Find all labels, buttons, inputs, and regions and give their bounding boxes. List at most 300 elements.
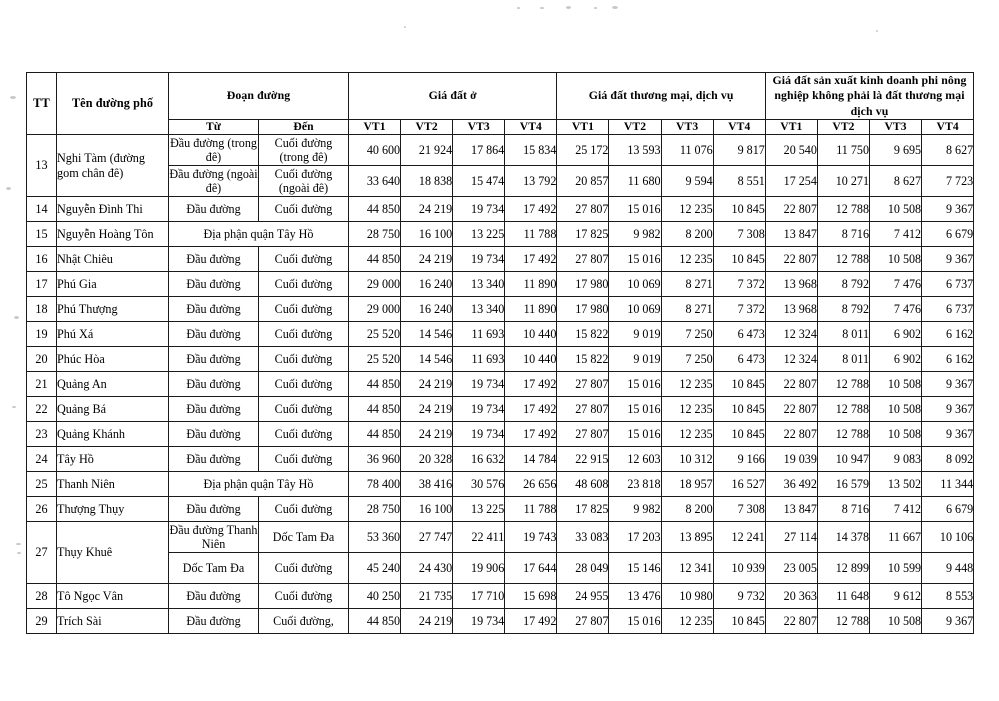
table-row [27, 447, 974, 472]
cell-segment-to: Cuối đường [259, 322, 349, 347]
header-production-vt2: VT2 [817, 119, 869, 134]
cell-commercial-vt4: 10 845 [713, 197, 765, 222]
cell-commercial-vt3: 10 312 [661, 447, 713, 472]
scan-artifact [594, 7, 597, 9]
table-row [27, 197, 974, 222]
cell-commercial-vt2: 9 982 [609, 222, 661, 247]
cell-commercial-vt2: 15 016 [609, 422, 661, 447]
header-row-subcolumns [27, 119, 974, 134]
cell-residential-vt1: 25 520 [349, 322, 401, 347]
cell-production-vt1: 22 807 [765, 422, 817, 447]
cell-segment-to: Cuối đường [259, 584, 349, 609]
cell-residential-vt2: 27 747 [401, 522, 453, 553]
cell-commercial-vt1: 15 822 [557, 322, 609, 347]
cell-residential-vt2: 14 546 [401, 322, 453, 347]
cell-street-name: Thượng Thụy [57, 497, 169, 522]
cell-segment-to: Cuối đường (ngoài đê) [259, 166, 349, 197]
cell-residential-vt4: 15 834 [505, 135, 557, 166]
cell-production-vt4: 8 092 [922, 447, 974, 472]
cell-segment-from: Đầu đường (trong đê) [170, 135, 257, 165]
table-body [27, 135, 974, 634]
cell-segment-to: Dốc Tam Đa [259, 522, 349, 553]
cell-commercial-vt4: 7 308 [713, 222, 765, 247]
cell-commercial-vt3: 8 200 [661, 222, 713, 247]
header-street-name: Tên đường phố [57, 73, 169, 135]
cell-segment-from: Đầu đường [169, 397, 259, 422]
cell-production-vt3: 11 667 [870, 522, 922, 553]
cell-residential-vt3: 13 340 [453, 297, 505, 322]
cell-residential-vt1: 44 850 [349, 372, 401, 397]
cell-tt: 27 [27, 522, 57, 584]
cell-street-name: Phúc Hòa [57, 347, 169, 372]
cell-tt: 15 [27, 222, 57, 247]
cell-production-vt1: 22 807 [765, 197, 817, 222]
cell-residential-vt3: 17 864 [453, 135, 505, 166]
cell-commercial-vt3: 8 271 [661, 297, 713, 322]
cell-production-vt3: 10 599 [870, 553, 922, 584]
cell-commercial-vt2: 13 476 [609, 584, 661, 609]
cell-residential-vt2: 18 838 [401, 166, 453, 197]
cell-production-vt1: 19 039 [765, 447, 817, 472]
scan-artifact [6, 187, 11, 190]
header-tt: TT [27, 73, 57, 135]
cell-commercial-vt3: 12 341 [661, 553, 713, 584]
cell-segment-from: Đầu đường Thanh Niên [169, 522, 258, 552]
cell-commercial-vt4: 10 845 [713, 247, 765, 272]
cell-residential-vt2: 16 100 [401, 497, 453, 522]
cell-commercial-vt2: 23 818 [609, 472, 661, 497]
cell-segment-to: Cuối đường [259, 347, 349, 372]
cell-segment-to: Cuối đường [259, 397, 349, 422]
cell-residential-vt1: 53 360 [349, 522, 401, 553]
cell-commercial-vt3: 12 235 [661, 397, 713, 422]
cell-residential-vt3: 19 734 [453, 422, 505, 447]
cell-commercial-vt4: 16 527 [713, 472, 765, 497]
cell-residential-vt1: 28 750 [349, 222, 401, 247]
cell-production-vt4: 9 367 [922, 397, 974, 422]
cell-residential-vt3: 19 734 [453, 609, 505, 634]
scan-artifact [16, 543, 21, 545]
cell-tt: 18 [27, 297, 57, 322]
cell-segment-from: Đầu đường [169, 247, 259, 272]
cell-commercial-vt4: 10 939 [713, 553, 765, 584]
cell-residential-vt2: 20 328 [401, 447, 453, 472]
cell-production-vt3: 10 508 [870, 197, 922, 222]
cell-production-vt3: 7 412 [870, 222, 922, 247]
cell-segment-to: Cuối đường [259, 297, 349, 322]
table-row [27, 584, 974, 609]
cell-production-vt1: 13 968 [765, 297, 817, 322]
cell-residential-vt1: 78 400 [349, 472, 401, 497]
cell-production-vt2: 10 947 [817, 447, 869, 472]
table-row [27, 472, 974, 497]
header-production-vt1: VT1 [765, 119, 817, 134]
cell-residential-vt2: 21 735 [401, 584, 453, 609]
cell-residential-vt4: 17 492 [505, 609, 557, 634]
cell-production-vt1: 36 492 [765, 472, 817, 497]
header-commercial-vt2: VT2 [609, 119, 661, 134]
cell-commercial-vt3: 12 235 [661, 247, 713, 272]
cell-production-vt1: 22 807 [765, 397, 817, 422]
cell-residential-vt1: 25 520 [349, 347, 401, 372]
cell-street-name: Tô Ngọc Vân [57, 584, 169, 609]
cell-commercial-vt3: 12 235 [661, 197, 713, 222]
cell-segment-from: Đầu đường [169, 497, 259, 522]
cell-tt: 16 [27, 247, 57, 272]
header-row-groups [27, 73, 974, 120]
table-row [27, 522, 974, 553]
cell-residential-vt4: 14 784 [505, 447, 557, 472]
cell-commercial-vt1: 22 915 [557, 447, 609, 472]
cell-production-vt4: 6 162 [922, 347, 974, 372]
cell-residential-vt1: 40 250 [349, 584, 401, 609]
cell-production-vt4: 10 106 [922, 522, 974, 553]
header-production-vt3: VT3 [870, 119, 922, 134]
cell-residential-vt3: 17 710 [453, 584, 505, 609]
cell-street-name: Nghi Tàm (đường gom chân đê) [57, 135, 169, 197]
cell-tt: 19 [27, 322, 57, 347]
header-production-vt4: VT4 [922, 119, 974, 134]
cell-residential-vt1: 40 600 [349, 135, 401, 166]
cell-segment-to: Cuối đường [259, 497, 349, 522]
header-residential-vt2: VT2 [401, 119, 453, 134]
cell-production-vt4: 6 737 [922, 297, 974, 322]
cell-commercial-vt1: 25 172 [557, 135, 609, 166]
cell-residential-vt2: 24 219 [401, 247, 453, 272]
table-row [27, 397, 974, 422]
cell-production-vt1: 27 114 [765, 522, 817, 553]
cell-residential-vt2: 24 430 [401, 553, 453, 584]
cell-tt: 20 [27, 347, 57, 372]
cell-residential-vt3: 19 734 [453, 372, 505, 397]
table-row [27, 297, 974, 322]
cell-residential-vt3: 13 225 [453, 222, 505, 247]
cell-tt: 24 [27, 447, 57, 472]
cell-commercial-vt2: 13 593 [609, 135, 661, 166]
header-residential-vt3: VT3 [453, 119, 505, 134]
cell-commercial-vt2: 11 680 [609, 166, 661, 197]
header-commercial-vt3: VT3 [661, 119, 713, 134]
cell-production-vt1: 22 807 [765, 247, 817, 272]
cell-commercial-vt4: 9 732 [713, 584, 765, 609]
cell-segment-from: Đầu đường (ngoài đê) [169, 166, 258, 196]
cell-residential-vt4: 17 492 [505, 397, 557, 422]
cell-production-vt4: 9 367 [922, 247, 974, 272]
table-row [27, 135, 974, 166]
cell-commercial-vt4: 12 241 [713, 522, 765, 553]
table-row [27, 222, 974, 247]
cell-street-name: Phú Xá [57, 322, 169, 347]
cell-segment-from: Đầu đường [169, 347, 259, 372]
cell-commercial-vt3: 12 235 [661, 422, 713, 447]
table-row [27, 609, 974, 634]
cell-residential-vt1: 28 750 [349, 497, 401, 522]
cell-residential-vt3: 30 576 [453, 472, 505, 497]
cell-commercial-vt3: 7 250 [661, 347, 713, 372]
cell-production-vt2: 12 788 [817, 422, 869, 447]
cell-segment-from: Đầu đường [169, 422, 259, 447]
table-row [27, 322, 974, 347]
scan-artifact [876, 30, 878, 32]
header-group-residential: Giá đất ở [349, 73, 557, 120]
cell-production-vt4: 9 367 [922, 372, 974, 397]
cell-production-vt1: 13 968 [765, 272, 817, 297]
cell-residential-vt3: 22 411 [453, 522, 505, 553]
cell-commercial-vt4: 6 473 [713, 322, 765, 347]
cell-production-vt3: 10 508 [870, 247, 922, 272]
cell-segment-from: Dốc Tam Đa [169, 553, 259, 584]
cell-tt: 26 [27, 497, 57, 522]
cell-residential-vt2: 38 416 [401, 472, 453, 497]
header-segment-to: Đến [259, 119, 349, 134]
cell-commercial-vt4: 10 845 [713, 422, 765, 447]
cell-production-vt4: 9 367 [922, 609, 974, 634]
cell-residential-vt3: 11 693 [453, 322, 505, 347]
cell-commercial-vt2: 15 016 [609, 372, 661, 397]
cell-production-vt3: 10 508 [870, 422, 922, 447]
cell-commercial-vt1: 17 825 [557, 222, 609, 247]
header-commercial-vt4: VT4 [713, 119, 765, 134]
cell-production-vt2: 12 788 [817, 372, 869, 397]
cell-residential-vt3: 11 693 [453, 347, 505, 372]
cell-commercial-vt3: 12 235 [661, 372, 713, 397]
cell-commercial-vt2: 9 019 [609, 347, 661, 372]
cell-commercial-vt3: 18 957 [661, 472, 713, 497]
cell-production-vt4: 6 679 [922, 222, 974, 247]
cell-segment-from: Đầu đường [169, 584, 259, 609]
cell-segment-from: Đầu đường [169, 297, 259, 322]
cell-segment-from: Đầu đường [169, 447, 259, 472]
table-row [27, 166, 974, 197]
cell-tt: 28 [27, 584, 57, 609]
scan-artifact [14, 316, 19, 319]
cell-production-vt3: 7 412 [870, 497, 922, 522]
cell-production-vt2: 14 378 [817, 522, 869, 553]
cell-tt: 22 [27, 397, 57, 422]
cell-commercial-vt3: 10 980 [661, 584, 713, 609]
cell-tt: 17 [27, 272, 57, 297]
cell-residential-vt4: 11 890 [505, 272, 557, 297]
cell-commercial-vt2: 15 016 [609, 247, 661, 272]
cell-production-vt2: 12 788 [817, 609, 869, 634]
cell-segment-to: Cuối đường (trong đê) [259, 135, 349, 166]
cell-street-name: Thụy Khuê [57, 522, 169, 584]
cell-production-vt1: 23 005 [765, 553, 817, 584]
cell-commercial-vt2: 17 203 [609, 522, 661, 553]
cell-residential-vt4: 19 743 [505, 522, 557, 553]
cell-residential-vt1: 45 240 [349, 553, 401, 584]
header-residential-vt1: VT1 [349, 119, 401, 134]
scan-artifact [10, 96, 16, 99]
cell-segment-to: Cuối đường [259, 447, 349, 472]
cell-segment-to: Cuối đường [259, 372, 349, 397]
cell-street-name: Quảng Khánh [57, 422, 169, 447]
cell-production-vt4: 6 737 [922, 272, 974, 297]
cell-production-vt3: 8 627 [870, 166, 922, 197]
scan-artifact [17, 552, 21, 554]
cell-segment-to: Cuối đường [259, 553, 349, 584]
cell-commercial-vt2: 12 603 [609, 447, 661, 472]
cell-street-name: Nhật Chiêu [57, 247, 169, 272]
cell-commercial-vt1: 27 807 [557, 372, 609, 397]
cell-commercial-vt4: 7 308 [713, 497, 765, 522]
cell-residential-vt2: 24 219 [401, 372, 453, 397]
cell-residential-vt3: 19 734 [453, 397, 505, 422]
cell-production-vt3: 10 508 [870, 397, 922, 422]
cell-commercial-vt1: 17 980 [557, 297, 609, 322]
cell-street-name: Trích Sài [57, 609, 169, 634]
cell-production-vt3: 9 083 [870, 447, 922, 472]
cell-production-vt1: 22 807 [765, 372, 817, 397]
cell-commercial-vt4: 9 166 [713, 447, 765, 472]
header-residential-vt4: VT4 [505, 119, 557, 134]
cell-residential-vt4: 17 492 [505, 197, 557, 222]
table-row [27, 497, 974, 522]
cell-segment-span: Địa phận quận Tây Hồ [169, 222, 349, 247]
cell-production-vt2: 11 750 [817, 135, 869, 166]
cell-segment-from: Đầu đường [169, 322, 259, 347]
cell-segment-to: Cuối đường [259, 197, 349, 222]
cell-commercial-vt3: 9 594 [661, 166, 713, 197]
cell-residential-vt3: 13 225 [453, 497, 505, 522]
cell-commercial-vt1: 27 807 [557, 197, 609, 222]
cell-production-vt2: 16 579 [817, 472, 869, 497]
cell-production-vt2: 12 788 [817, 197, 869, 222]
cell-residential-vt1: 29 000 [349, 272, 401, 297]
cell-production-vt3: 10 508 [870, 609, 922, 634]
scan-artifact [404, 26, 406, 28]
cell-production-vt4: 8 627 [922, 135, 974, 166]
cell-production-vt2: 8 011 [817, 347, 869, 372]
cell-commercial-vt4: 7 372 [713, 297, 765, 322]
header-group-production: Giá đất sản xuất kinh doanh phi nông nghiệp không phải là đất thương mại dịch vụ [765, 73, 973, 120]
cell-residential-vt4: 10 440 [505, 347, 557, 372]
cell-residential-vt1: 36 960 [349, 447, 401, 472]
cell-residential-vt3: 15 474 [453, 166, 505, 197]
cell-tt: 23 [27, 422, 57, 447]
cell-commercial-vt1: 27 807 [557, 609, 609, 634]
cell-residential-vt4: 17 644 [505, 553, 557, 584]
table-row [27, 422, 974, 447]
cell-residential-vt1: 33 640 [349, 166, 401, 197]
cell-commercial-vt1: 24 955 [557, 584, 609, 609]
cell-residential-vt2: 16 240 [401, 297, 453, 322]
header-commercial-vt1: VT1 [557, 119, 609, 134]
cell-production-vt2: 8 716 [817, 497, 869, 522]
cell-commercial-vt4: 10 845 [713, 397, 765, 422]
cell-production-vt1: 13 847 [765, 222, 817, 247]
header-group-commercial: Giá đất thương mại, dịch vụ [557, 73, 765, 120]
cell-residential-vt4: 11 788 [505, 497, 557, 522]
cell-production-vt2: 12 788 [817, 397, 869, 422]
cell-commercial-vt3: 7 250 [661, 322, 713, 347]
cell-residential-vt3: 19 906 [453, 553, 505, 584]
table-row [27, 272, 974, 297]
header-segment-from: Từ [169, 119, 259, 134]
cell-commercial-vt2: 15 016 [609, 609, 661, 634]
cell-commercial-vt1: 17 825 [557, 497, 609, 522]
cell-production-vt3: 9 695 [870, 135, 922, 166]
cell-production-vt4: 6 679 [922, 497, 974, 522]
cell-residential-vt3: 16 632 [453, 447, 505, 472]
cell-production-vt3: 7 476 [870, 272, 922, 297]
cell-segment-from: Đầu đường [169, 609, 259, 634]
cell-commercial-vt4: 10 845 [713, 372, 765, 397]
cell-commercial-vt4: 6 473 [713, 347, 765, 372]
cell-residential-vt1: 44 850 [349, 397, 401, 422]
cell-tt: 13 [27, 135, 57, 197]
table-row [27, 372, 974, 397]
cell-commercial-vt2: 15 016 [609, 397, 661, 422]
cell-production-vt1: 12 324 [765, 322, 817, 347]
cell-residential-vt2: 16 100 [401, 222, 453, 247]
cell-production-vt3: 9 612 [870, 584, 922, 609]
cell-production-vt4: 11 344 [922, 472, 974, 497]
cell-street-name: Nguyễn Hoàng Tôn [57, 222, 169, 247]
cell-production-vt3: 6 902 [870, 347, 922, 372]
cell-commercial-vt4: 8 551 [713, 166, 765, 197]
cell-production-vt2: 12 899 [817, 553, 869, 584]
cell-segment-to: Cuối đường, [259, 609, 349, 634]
cell-production-vt3: 13 502 [870, 472, 922, 497]
cell-residential-vt2: 14 546 [401, 347, 453, 372]
cell-residential-vt2: 21 924 [401, 135, 453, 166]
cell-residential-vt4: 11 788 [505, 222, 557, 247]
cell-production-vt3: 10 508 [870, 372, 922, 397]
cell-commercial-vt4: 9 817 [713, 135, 765, 166]
cell-commercial-vt2: 10 069 [609, 272, 661, 297]
scan-artifact [12, 406, 16, 408]
scan-artifact [612, 6, 618, 9]
cell-residential-vt2: 24 219 [401, 609, 453, 634]
cell-production-vt1: 22 807 [765, 609, 817, 634]
cell-production-vt2: 10 271 [817, 166, 869, 197]
cell-residential-vt3: 19 734 [453, 247, 505, 272]
cell-production-vt1: 13 847 [765, 497, 817, 522]
cell-production-vt1: 20 363 [765, 584, 817, 609]
cell-residential-vt4: 13 792 [505, 166, 557, 197]
cell-tt: 21 [27, 372, 57, 397]
scan-artifact [517, 7, 520, 9]
cell-residential-vt4: 10 440 [505, 322, 557, 347]
cell-production-vt4: 9 367 [922, 197, 974, 222]
cell-segment-to: Cuối đường [259, 422, 349, 447]
cell-commercial-vt1: 48 608 [557, 472, 609, 497]
cell-commercial-vt2: 15 146 [609, 553, 661, 584]
cell-residential-vt4: 11 890 [505, 297, 557, 322]
cell-segment-from: Đầu đường [169, 372, 259, 397]
cell-commercial-vt1: 27 807 [557, 422, 609, 447]
cell-production-vt2: 11 648 [817, 584, 869, 609]
cell-segment-span: Địa phận quận Tây Hồ [169, 472, 349, 497]
cell-tt: 29 [27, 609, 57, 634]
cell-segment-to: Cuối đường [259, 272, 349, 297]
cell-commercial-vt4: 10 845 [713, 609, 765, 634]
cell-commercial-vt3: 13 895 [661, 522, 713, 553]
cell-residential-vt3: 19 734 [453, 197, 505, 222]
table-row [27, 553, 974, 584]
cell-street-name: Thanh Niên [57, 472, 169, 497]
cell-commercial-vt1: 15 822 [557, 347, 609, 372]
cell-residential-vt4: 17 492 [505, 372, 557, 397]
cell-commercial-vt2: 15 016 [609, 197, 661, 222]
cell-street-name: Quảng An [57, 372, 169, 397]
cell-commercial-vt2: 10 069 [609, 297, 661, 322]
cell-production-vt1: 12 324 [765, 347, 817, 372]
scan-artifact [566, 6, 571, 9]
cell-production-vt4: 6 162 [922, 322, 974, 347]
cell-residential-vt4: 26 656 [505, 472, 557, 497]
